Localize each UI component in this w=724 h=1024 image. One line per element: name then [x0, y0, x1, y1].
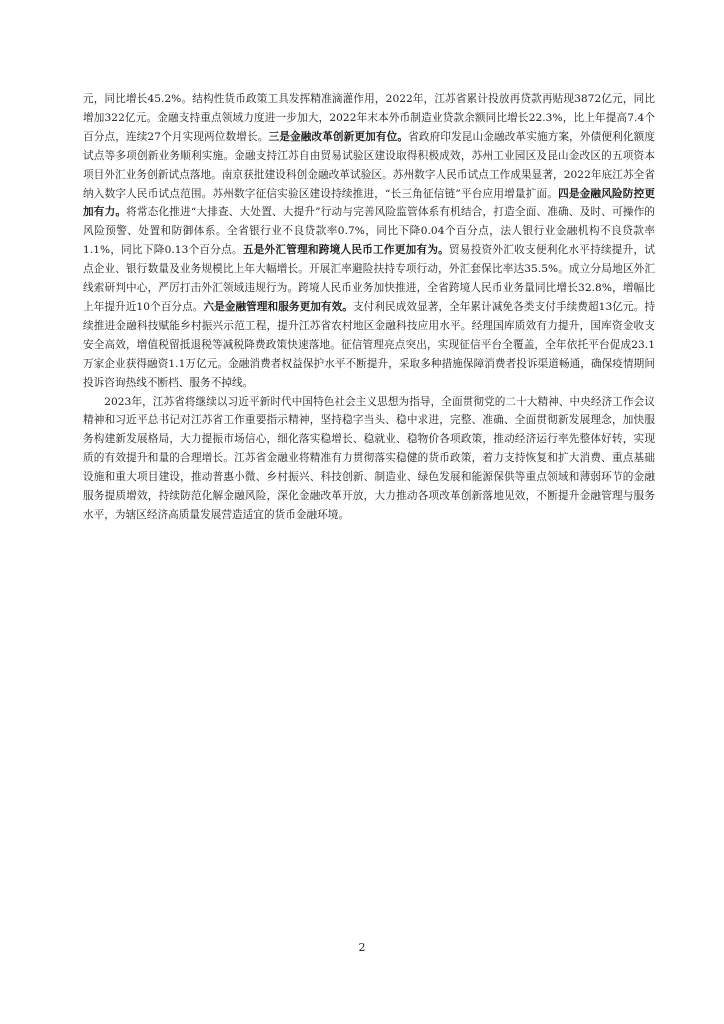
- bold-heading-phrase: 六是金融管理和服务更加有效。: [203, 300, 353, 313]
- paragraph: [83, 90, 655, 393]
- bold-heading-phrase: 四是金融风险防控更加有力。: [83, 187, 656, 219]
- paragraph-text: 2023年，江苏省将继续以习近平新时代中国特色社会主义思想为指导，全面贯彻党的二十大精神、中央经济工作会议精神和习近平总书记对江苏省工作重要指示精神，坚持稳字当头、稳中求进，完整、准确、全面贯彻新发展理念，加快服务构建新发展格局，大力提振市场信心，细化落实稳增长、稳就业、稳物价各项政策，推动经济运行率先整体好转，实现质的有效提升和量的合理增长。江苏省金融业将精准有力贯彻落实稳健的货币政策，着力支持恢复和扩大消费、重点基础设施和重大项目建设，推动普惠小微、乡村振兴、科技创新、制造业、绿色发展和能源保供等重点领域和薄弱环节的金融服务提质增效，持续防范化解金融风险，深化金融改革开放，大力推动各项改革创新落地见效，不断提升金融管理与服务水平，为辖区经济高质量发展营造适宜的货币金融环境。: [83, 395, 655, 521]
- document-body: [83, 90, 655, 525]
- paragraph-text: 将常态化推进“大排查、大处置、大提升”行动与完善风险监管体系有机结合，打造全面、准确、及时、可操作的风险预警、处置和防御体系。全省银行业不良贷款率0.7%，同比下降0.04个百分点，法人银行业金融机构不良贷款率1.1%，同比下降0.13个百分点。: [83, 206, 656, 257]
- paragraph-text: 支付利民成效显著，全年累计减免各类支付手续费超13亿元。持续推进金融科技赋能乡村振兴示范工程，提升江苏省农村地区金融科技应用水平。经理国库质效有力提升，国库资金收支安全高效，增值税留抵退税等减税降费政策快速落地。征信管理亮点突出，实现征信平台全覆盖，全年依托平台促成23.1万家企业获得融资1.1万亿元。金融消费者权益保护水平不断提升，采取多种措施保障消费者投诉渠道畅通，确保疫情期间投诉咨询热线不断档、服务不掉线。: [83, 300, 655, 389]
- paragraph: [83, 393, 655, 525]
- paragraph-text: 省政府印发昆山金融改革实施方案，外债便利化额度试点等多项创新业务顺利实施。金融支持江苏自由贸易试验区建设取得积极成效，苏州工业园区及昆山金改区的五项资本项目外汇业务创新试点落地。南京获批建设科创金融改革试验区。苏州数字人民币试点工作成果显著，2022年底江苏全省纳入数字人民币试点范围。苏州数字征信实验区建设持续推进，“长三角征信链”平台应用增量扩面。: [83, 130, 655, 200]
- bold-heading-phrase: 五是外汇管理和跨境人民币工作更加有为。: [242, 244, 450, 257]
- paragraph-text: 元，同比增长45.2%。结构性货币政策工具发挥精准滴灌作用，2022年，江苏省累计投放再贷款再贴现3872亿元，同比增加322亿元。金融支持重点领域力度进一步加大，2022年末本外币制造业贷款余额同比增长22.3%，比上年提高7.4个百分点，连续27个月实现两位数增长。: [83, 93, 655, 143]
- paragraph-text: 贸易投资外汇收支便利化水平持续提升，试点企业、银行数量及业务规模比上年大幅增长。开展汇率避险扶持专项行动，外汇套保比率达35.5%。成立分局地区外汇线索研判中心，严厉打击外汇领域违规行为。跨境人民币业务加快推进，全省跨境人民币业务量同比增长32.8%，增幅比上年提升近10个百分点。: [83, 244, 656, 313]
- bold-heading-phrase: 三是金融改革创新更加有位。: [268, 130, 409, 143]
- page-number: 2: [358, 941, 366, 954]
